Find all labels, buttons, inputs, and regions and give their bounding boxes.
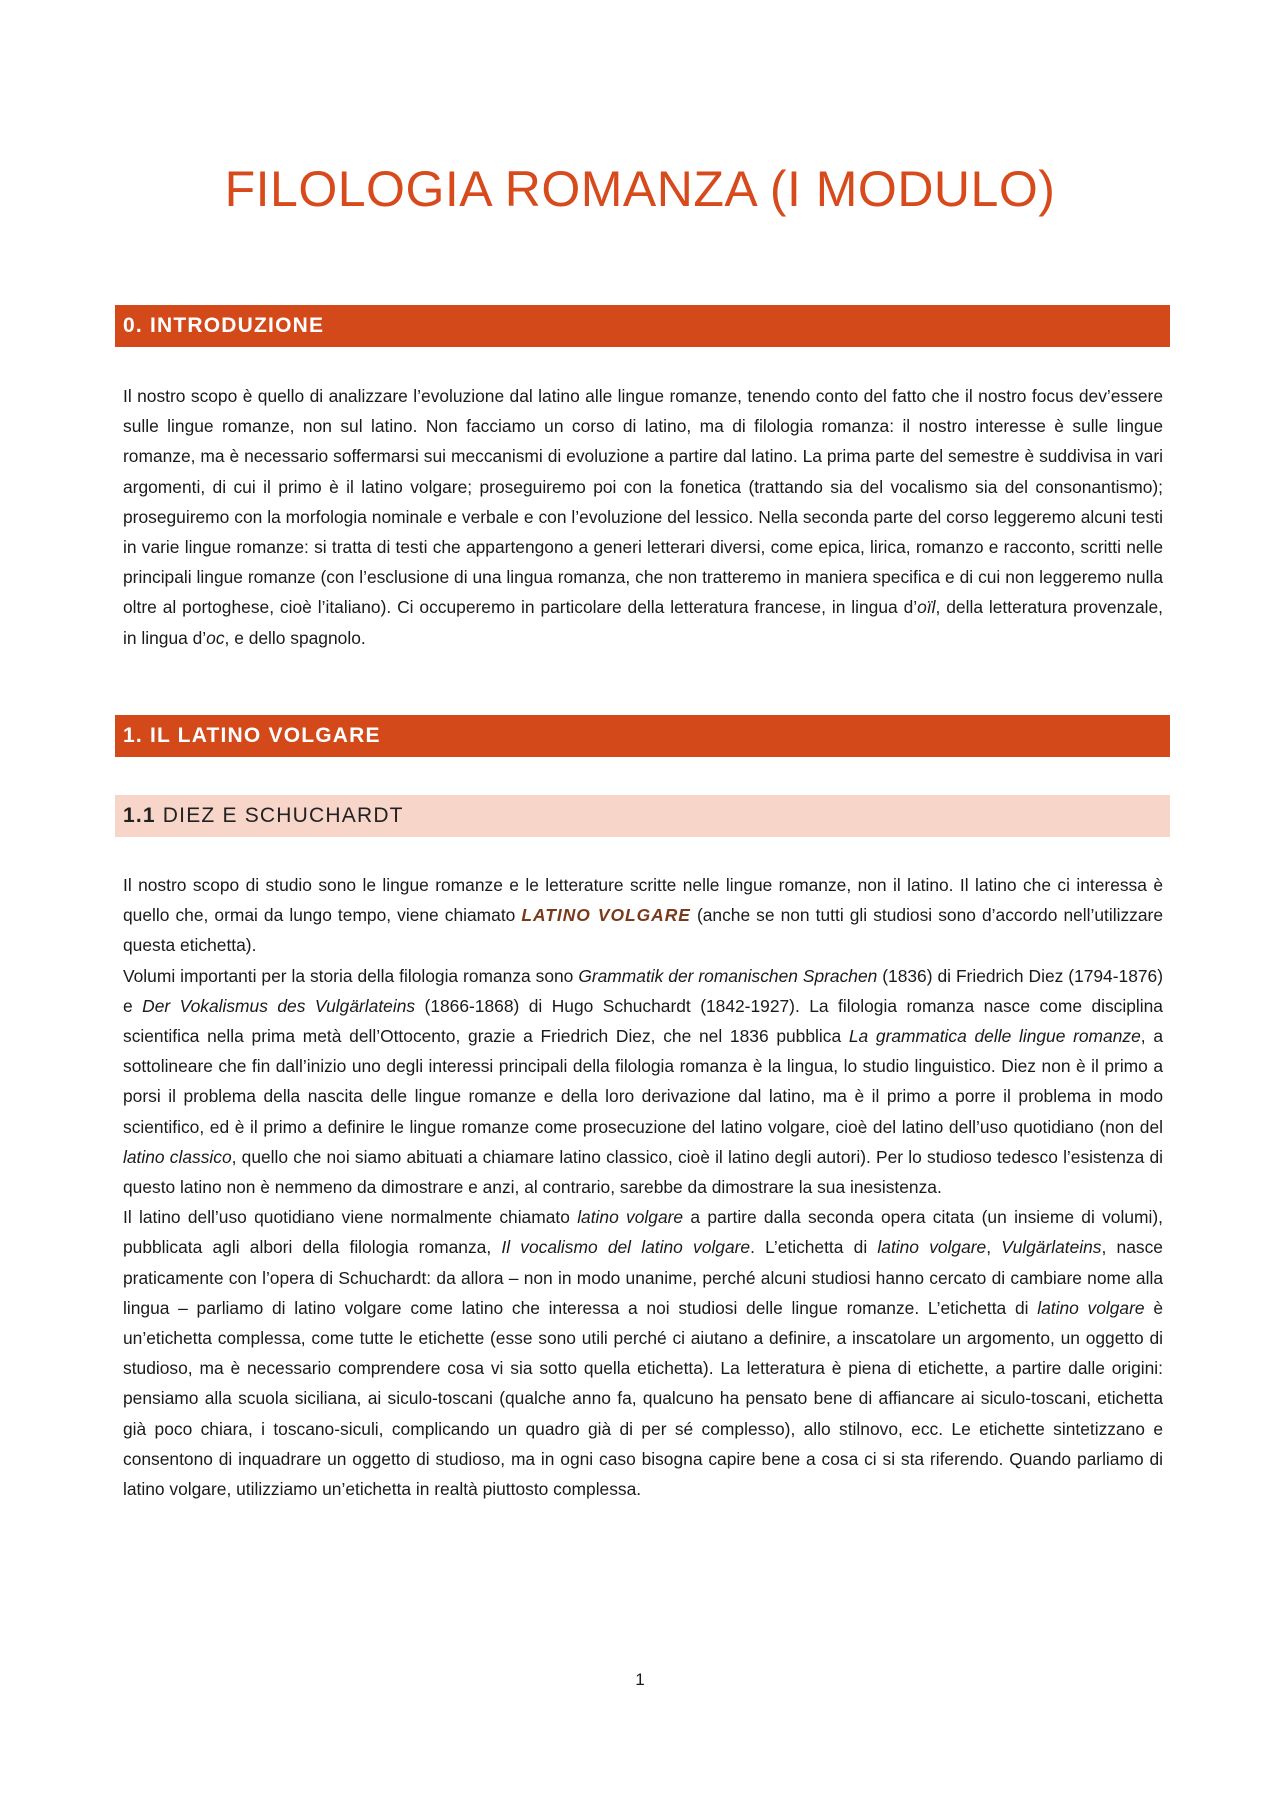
italic-term: oc — [206, 627, 225, 648]
subsection-title: DIEZ E SCHUCHARDT — [162, 804, 404, 827]
subsection-heading-diez-schuchardt — [115, 795, 1170, 837]
subsection-number: 1.1 — [123, 804, 156, 827]
text-run: , nasce praticamente con l’opera di Schuchardt: da allora – non in modo unanime, perché alcuni studiosi hanno cercato di cambiare nome alla lingua – parliamo di latino volgare come latino che interessa a noi studiosi delle lingue romanze. L’etichetta di — [123, 1237, 1163, 1318]
text-run: (1866-1868) di Hugo Schuchardt (1842-1927). La filologia romanza nasce come disciplina scientifica nella prima metà dell’Ottocento, grazie a Friedrich Diez, che nel 1836 pubblica — [123, 995, 1163, 1047]
keyword-latino-volgare: LATINO VOLGARE — [521, 905, 691, 926]
paragraph — [123, 961, 1163, 1203]
text-run: , a sottolineare che fin dall’inizio uno degli interessi principali della filologia romanza è la lingua, lo studio linguistico. Diez non è il primo a porsi il problema della nascita delle lingue romanze e della loro derivazione dal latino, ma è il primo a porre il problema in modo scientifico, ed è il primo a definire le lingue romanze come prosecuzione del latino volgare, cioè del latino dell’uso quotidiano (non del — [123, 1026, 1163, 1137]
section-heading-latino-volgare — [115, 715, 1170, 757]
text-run: (anche se non tutti gli studiosi sono d’accordo nell’utilizzare questa etichetta). — [123, 905, 1163, 956]
text-run: , e dello spagnolo. — [224, 627, 366, 648]
section-heading-label: 0. INTRODUZIONE — [123, 314, 325, 337]
text-run: , quello che noi siamo abituati a chiamare latino classico, cioè il latino degli autori). Per lo studioso tedesco l’esistenza di questo latino non è nemmeno da dimostrare e anzi, al contrario, sarebbe da dimostrare la sua inesistenza. — [123, 1146, 1163, 1198]
italic-term: latino volgare — [877, 1237, 987, 1258]
book-title: Der Vokalismus des Vulgärlateins — [142, 995, 416, 1016]
text-run: , della letteratura provenzale, in lingua d’ — [123, 597, 1164, 648]
italic-term: latino volgare — [1037, 1297, 1145, 1318]
paragraph — [123, 870, 1163, 961]
page-number: 1 — [635, 1670, 645, 1689]
section-heading-label: 1. IL LATINO VOLGARE — [123, 724, 381, 747]
latino-volgare-body — [123, 870, 1163, 1504]
paragraph — [123, 1202, 1163, 1504]
italic-term: latino classico — [123, 1146, 232, 1167]
text-run: a partire dalla seconda opera citata (un insieme di volumi), pubblicata agli albori della filologia romanza, — [123, 1207, 1163, 1258]
text-run: Il nostro scopo di studio sono le lingue romanze e le letterature scritte nelle lingue romanze, non il latino. Il latino che ci interessa è quello che, ormai da lungo tempo, viene chiamato — [123, 875, 1163, 926]
intro-paragraph — [123, 381, 1163, 653]
book-title: Grammatik der romanischen Sprachen — [578, 965, 878, 986]
book-title: Il vocalismo del latino volgare — [501, 1237, 751, 1258]
text-run: è un’etichetta complessa, come tutte le etichette (esse sono utili perché ci aiutano a definire, a inscatolare un argomento, un oggetto di studioso, ma è necessario comprendere cosa vi sia sotto quella etichetta). La letteratura è piena di etichette, a partire dalle origini: pensiamo alla scuola siciliana, ai siculo-toscani (qualche anno fa, qualcuno ha pensato bene di affiancare ai siculo-toscani, etichetta già poco chiara, i toscano-siculi, complicando un quadro già di per sé complesso), allo stilnovo, ecc. Le etichette sintetizzano e consentono di inquadrare un oggetto di studioso, ma in ogni caso bisogna capire bene a cosa ci si sta riferendo. Quando parliamo di latino volgare, utilizziamo un’etichetta in realtà piuttosto complessa. — [123, 1297, 1163, 1500]
text-run: Volumi importanti per la storia della filologia romanza sono — [123, 965, 579, 986]
text-run: , — [986, 1237, 1002, 1258]
italic-term: Vulgärlateins — [1001, 1237, 1102, 1258]
italic-term: latino volgare — [577, 1207, 684, 1228]
text-run: . L’etichetta di — [750, 1237, 878, 1258]
section-heading-introduzione — [115, 305, 1170, 347]
paragraph — [123, 381, 1163, 653]
text-run: Il latino dell’uso quotidiano viene normalmente chiamato — [123, 1207, 578, 1228]
italic-term: oïl — [917, 597, 936, 618]
text-run: Il nostro scopo è quello di analizzare l’evoluzione dal latino alle lingue romanze, tenendo conto del fatto che il nostro focus dev’essere sulle lingue romanze, non sul latino. Non facciamo un corso di latino, ma di filologia romanza: il nostro interesse è sulle lingue romanze, ma è necessario soffermarsi sui meccanismi di evoluzione a partire dal latino. La prima parte del semestre è suddivisa in vari argomenti, di cui il primo è il latino volgare; proseguiremo poi con la fonetica (trattando sia del vocalismo sia del consonantismo); proseguiremo con la morfologia nominale e verbale e con l’evoluzione del lessico. Nella seconda parte del corso leggeremo alcuni testi in varie lingue romanze: si tratta di testi che appartengono a generi letterari diversi, come epica, lirica, romanzo e racconto, scritti nelle principali lingue romanze (con l’esclusione di una lingua romanza, che non tratteremo in maniera specifica e di cui non leggeremo nulla oltre al portoghese, cioè l’italiano). Ci occuperemo in particolare della letteratura francese, in lingua d’ — [123, 386, 1163, 618]
text-run: (1836) di Friedrich Diez (1794-1876) e — [123, 965, 1164, 1016]
document-title: FILOLOGIA ROMANZA (I MODULO) — [224, 161, 1056, 217]
book-title: La grammatica delle lingue romanze — [848, 1026, 1141, 1047]
